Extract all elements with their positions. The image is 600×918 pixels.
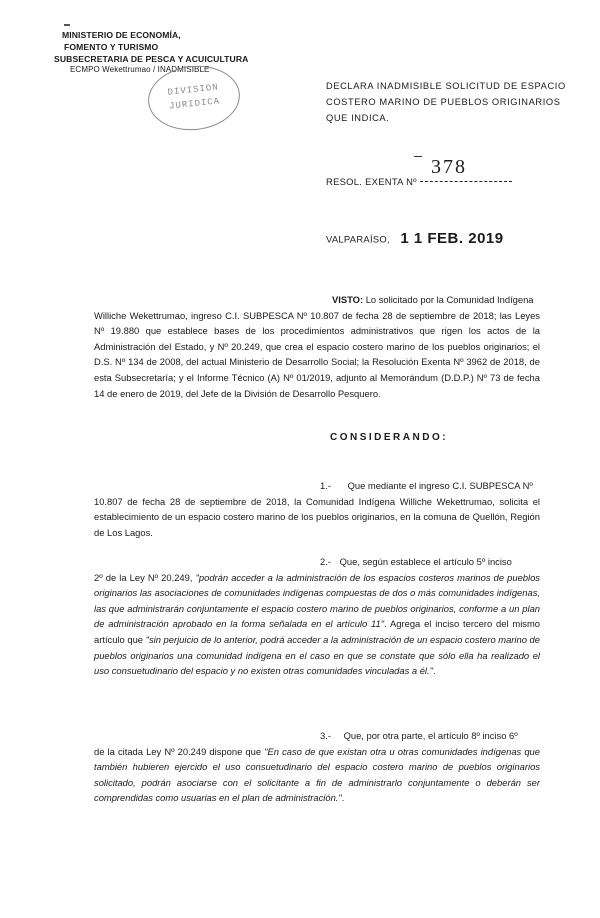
item-2-text-a: 2º de la Ley Nº 20.249, [94,571,196,583]
title-line-1: DECLARA INADMISIBLE SOLICITUD DE ESPACIO [326,81,566,91]
item-2-text-b: . Agrega el inciso tercero del mismo artículo que [94,618,540,645]
resolution-line [326,156,546,192]
considerando-item-2 [94,554,540,679]
ministry-line-2: FOMENTO Y TURISMO [64,42,159,52]
item-2-end: . [432,665,436,677]
item-1-text-rest: 10.807 de fecha 28 de septiembre de 2018, la Comunidad Indígena Williche Wekettrumao, solicita el establecimiento de un espacio costero marino de los pueblos originarios, en la comuna de Quellón, Región de Los Lagos. [94,495,540,538]
item-2-text-rest [94,570,540,679]
title-line-3: QUE INDICA. [326,113,390,123]
item-3-quote: "En caso de que existan otra u otras comunidades indígenas que también hubieren ejercido el uso consuetudinario del espacio costero marino de pueblos originarios solicitado, podrán asociarse con el solicitante a fin de administrarlo conjuntamente o deberán ser comprendidas como usuarias en el plan de administración." [94,745,540,804]
subsecretaria-line: SUBSECRETARIA DE PESCA Y ACUICULTURA [54,54,249,64]
letterhead [54,30,274,75]
title-line-2: COSTERO MARINO DE PUEBLOS ORIGINARIOS [326,97,561,107]
item-2-quote-1: "podrán acceder a la administración de los espacios costeros marinos de pueblos originarios las asociaciones de comunidades indígenas compuestas de dos o más comunidades indígenas, las que administrarán conjuntamente el espacio costero marino de pueblos originarios, conforme a un plan de administración aprobado en la forma señalada en el artículo 11" [94,571,540,630]
item-1-text-first: Que mediante el ingreso C.I. SUBPESCA Nº [347,480,533,491]
visto-paragraph [94,292,540,401]
considerando-heading: CONSIDERANDO: [330,432,449,443]
visto-text-first: Lo solicitado por la Comunidad Indígena [365,294,534,305]
item-3-end: . [341,792,345,804]
stamp-line-1: DIVISION [167,82,220,98]
resol-label: RESOL. EXENTA Nº [326,176,417,187]
date-line [326,230,546,248]
reference-line: ECMPO Wekettrumao / INADMISIBLE [70,65,210,74]
considerando-item-3 [94,728,540,806]
item-2-quote-2: "sin perjuicio de lo anterior, podrá acceder a la administración de un espacio costero marino de pueblos originarios una comunidad indígena en el caso en que se constate que sólo ella ha realizado el uso consuetudinario del espacio y no existen otras comunidades vinculadas a él." [94,633,540,677]
city-label: VALPARAÍSO, [326,233,390,245]
visto-text-rest: Williche Wekettrumao, ingreso C.I. SUBPESCA Nº 10.807 de fecha 28 de septiembre de 2018; las Leyes Nº 19.880 que establece bases de los procedimientos administrativos que rigen los actos de la Administración del Estado, y Nº 20.249, que crea el espacio costero marino de los pueblos originarios; el D.S. Nº 134 de 2008, del actual Ministerio de Desarrollo Social; la Resolución Exenta Nº 3962 de 2018, de esta Subsecretaría; y el Informe Técnico (A) Nº 01/2019, adjunto al Memorándum (D.D.P.) Nº 73 de fecha 14 de enero de 2019, del Jefe de la División de Desarrollo Pesquero. [94,309,540,399]
corner-mark [64,24,70,26]
small-dash [414,156,422,157]
resol-underline [420,181,512,182]
ministry-line-1: MINISTERIO DE ECONOMÍA, [62,30,181,40]
item-2-text-first: Que, según establece el artículo 5º inciso [339,556,512,567]
item-3-text-first: Que, por otra parte, el artículo 8º inciso 6º [343,730,518,741]
stamp-line-2: JURIDICA [168,96,221,112]
item-3-text-rest [94,744,540,806]
resol-number: 378 [431,156,467,178]
item-1-number: 1.- [320,480,331,491]
resolution-date: 1 1 FEB. 2019 [400,230,504,248]
visto-label: VISTO: [332,294,364,305]
item-2-number: 2.- [320,556,331,567]
document-title [326,78,576,126]
item-3-text-a: de la citada Ley Nº 20.249 dispone que [94,745,265,757]
considerando-item-1 [94,478,540,540]
item-3-number: 3.- [320,730,331,741]
